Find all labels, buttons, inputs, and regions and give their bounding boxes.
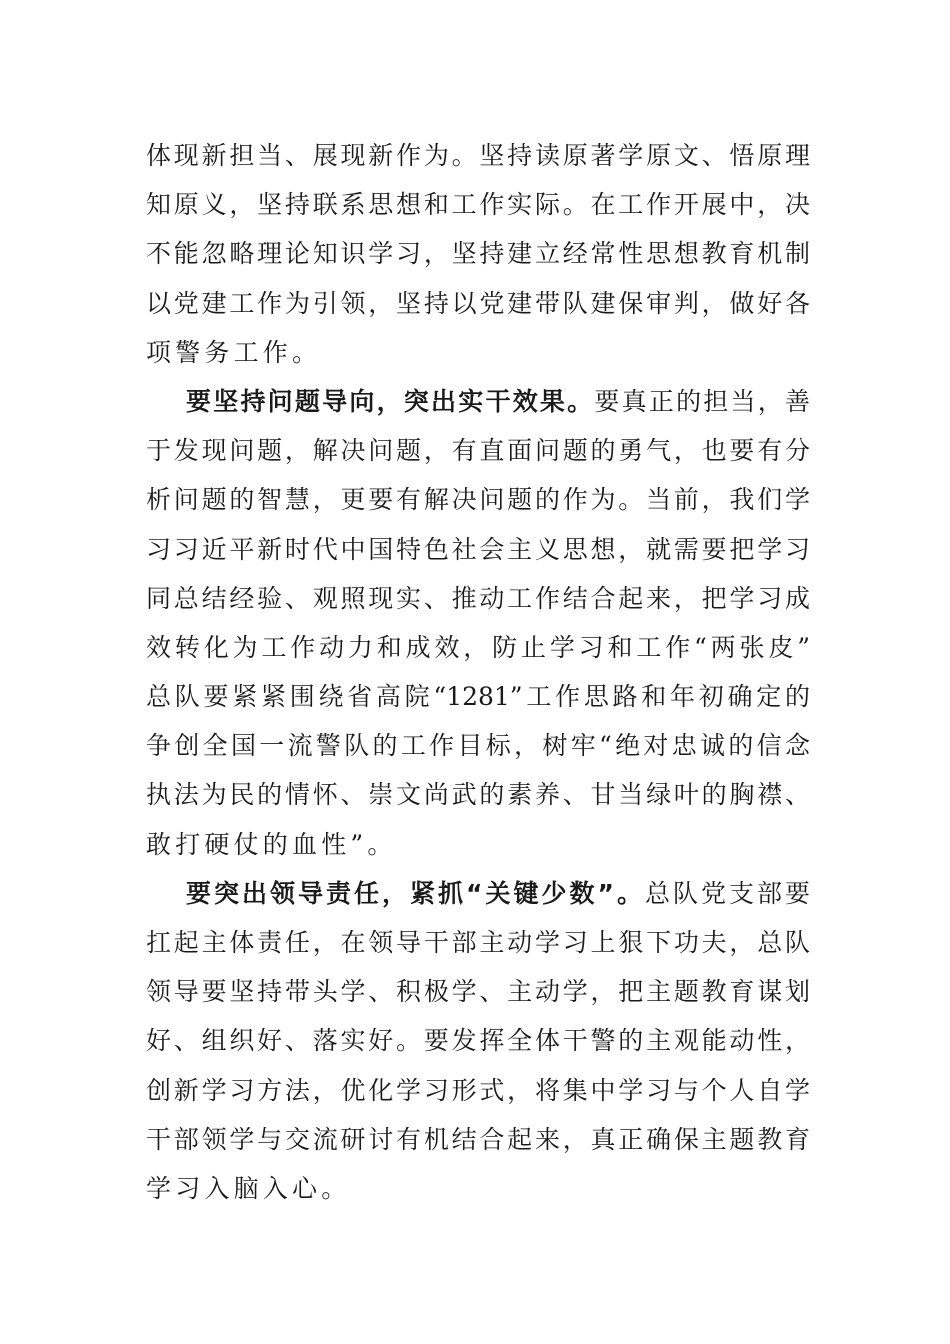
paragraph-3-first-line-text: 总队党支部要: [644, 878, 810, 908]
paragraph-2-heading: 要坚持问题导向，突出实干效果。: [186, 386, 595, 416]
paragraph-3-first-line: [146, 869, 810, 918]
paragraph-3-line-4: 好、组织好、落实好。要发挥全体干警的主观能动性，: [146, 1026, 810, 1056]
paragraph-3-line-2: 扛起主体责任，在领导干部主动学习上狠下功夫，总队: [146, 928, 810, 957]
paragraph-2-line-9: 执法为民的情怀、崇文尚武的素养、甘当绿叶的胸襟、: [146, 780, 810, 810]
paragraph-2-line-4: 习习近平新时代中国特色社会主义思想，就需要把学习: [146, 534, 810, 564]
paragraph-2-line-7: 总队要紧紧围绕省高院“1281”工作思路和年初确定的: [146, 682, 810, 712]
paragraph-2-line-10: 敢打硬仗的血性”。: [146, 829, 397, 859]
paragraph-1-line-1: 体现新担当、展现新作为。坚持读原著学原文、悟原理: [146, 141, 810, 170]
paragraph-2-line-5: 同总结经验、观照现实、推动工作结合起来，把学习成: [146, 583, 810, 613]
paragraph-3-line-7: 学习入脑入心。: [146, 1173, 351, 1203]
paragraph-2-first-line-text: 要真正的担当，善: [594, 386, 810, 416]
paragraph-2-line-2: 于发现问题，解决问题，有直面问题的勇气，也要有分: [146, 436, 810, 466]
paragraph-3-line-5: 创新学习方法，优化学习形式，将集中学习与个人自学: [146, 1075, 810, 1105]
paragraph-1-line-3: 不能忽略理论知识学习，坚持建立经常性思想教育机制: [146, 239, 810, 269]
paragraph-1-line-5: 项警务工作。: [146, 337, 322, 367]
paragraph-1-line-4: 以党建工作为引领，坚持以党建带队建保审判，做好各: [146, 288, 810, 318]
document-body: [146, 131, 810, 1213]
paragraph-2-line-8: 争创全国一流警队的工作目标，树牢“绝对忠诚的信念: [146, 731, 810, 761]
paragraph-2-first-line: [146, 377, 810, 426]
paragraph-3-heading: 要突出领导责任，紧抓“关键少数”。: [186, 878, 645, 908]
paragraph-3-line-3: 领导要坚持带头学、积极学、主动学，把主题教育谋划: [146, 977, 810, 1007]
paragraph-3-line-6: 干部领学与交流研讨有机结合起来，真正确保主题教育: [146, 1124, 810, 1154]
paragraph-1-line-2: 知原义，坚持联系思想和工作实际。在工作开展中，决: [146, 190, 810, 220]
paragraph-2-line-6: 效转化为工作动力和成效，防止学习和工作“两张皮”: [146, 632, 810, 662]
paragraph-2-line-3: 析问题的智慧，更要有解决问题的作为。当前，我们学: [146, 485, 810, 515]
